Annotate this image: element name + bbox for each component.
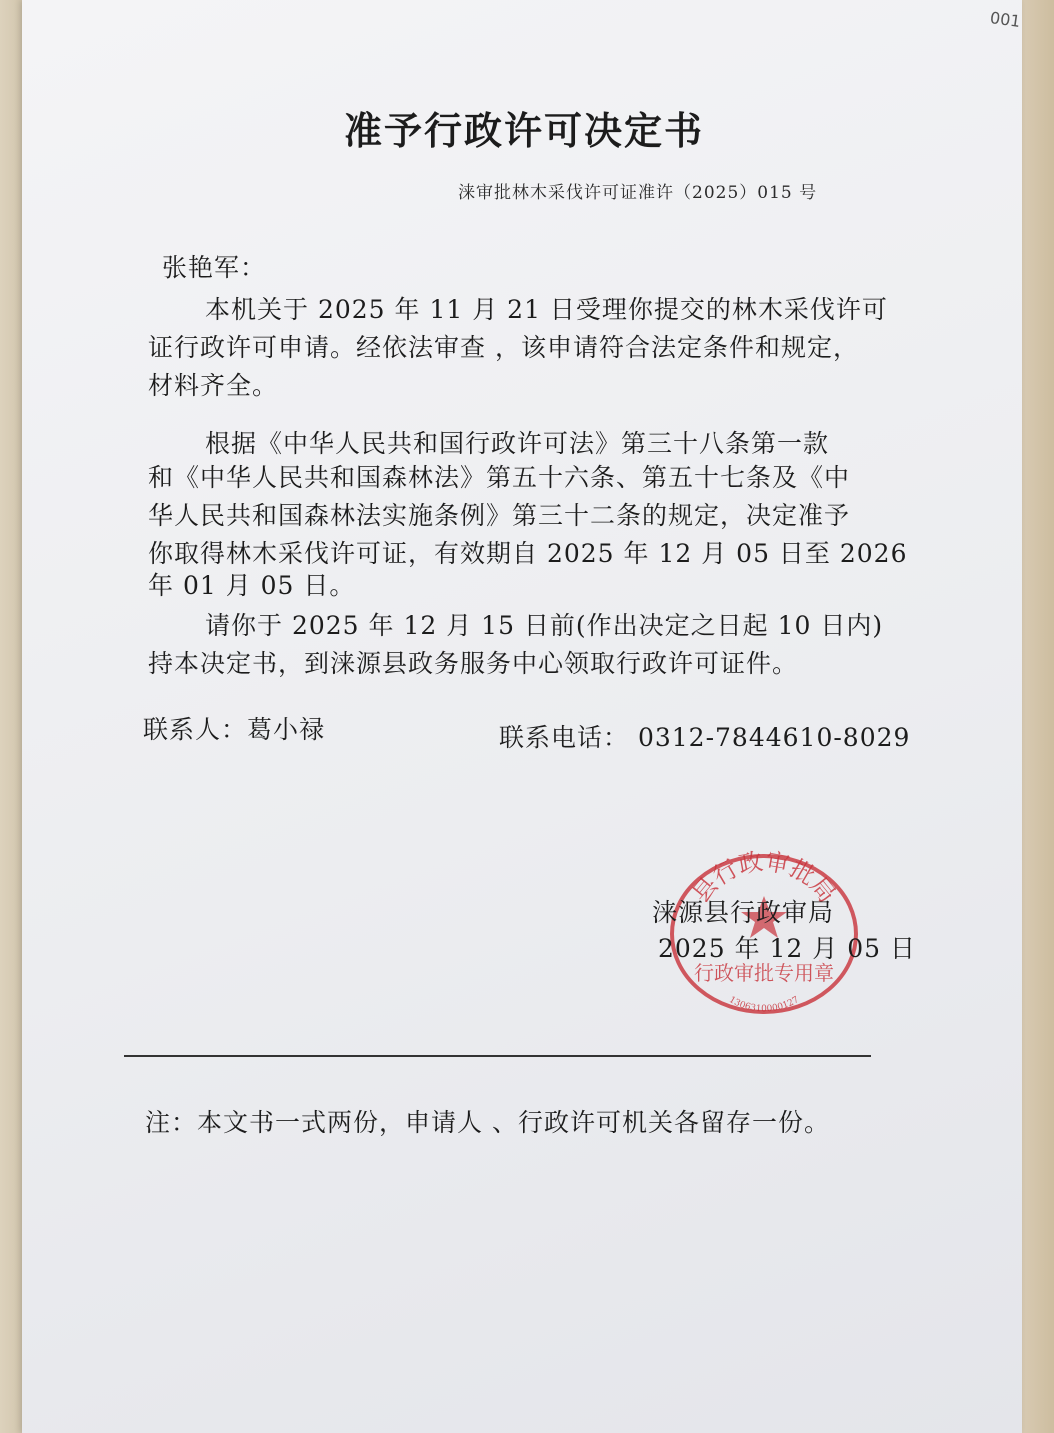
paragraph3-line: 请你于 2025 年 12 月 15 日前(作出决定之日起 10 日内) <box>205 611 884 640</box>
stamp-bottom-text: 行政审批专用章 <box>694 961 834 985</box>
salutation: 张艳军： <box>162 253 267 282</box>
paragraph2-line: 和《中华人民共和国森林法》第五十六条、第五十七条及《中 <box>148 463 851 492</box>
document-number: 涞审批林木采伐许可证准许（2025）015 号 <box>458 183 818 203</box>
paragraph2-line: 年 01 月 05 日。 <box>148 571 356 600</box>
svg-text:1306310000127 <box>727 995 801 1014</box>
paragraph2-line: 根据《中华人民共和国行政许可法》第三十八条第一款 <box>205 429 830 458</box>
footer-note: 注：本文书一式两份，申请人 、行政许可机关各留存一份。 <box>145 1108 830 1137</box>
stamp-code: 1306310000127 <box>727 995 801 1015</box>
paragraph1-line: 材料齐全。 <box>148 371 279 400</box>
contact-person: 联系人：葛小禄 <box>143 715 326 744</box>
issuer-name: 涞源县行政审局 <box>652 898 835 927</box>
paragraph2-line: 华人民共和国森林法实施条例》第三十二条的规定，决定准予 <box>148 501 851 530</box>
contact-phone: 联系电话： 0312-7844610-8029 <box>499 723 911 752</box>
page-marker: 001 <box>988 7 1022 32</box>
document-title: 准予行政许可决定书 <box>344 108 705 153</box>
paragraph2-line: 你取得林木采伐许可证，有效期自 2025 年 12 月 05 日至 2026 <box>148 539 908 568</box>
paragraph3-line: 持本决定书，到涞源县政务服务中心领取行政许可证件。 <box>148 649 799 678</box>
divider-line <box>124 1055 871 1057</box>
issue-date: 2025 年 12 月 05 日 <box>658 934 916 963</box>
stamp-top-text: 县行政审批局 <box>686 847 842 908</box>
paragraph1-line: 本机关于 2025 年 11 月 21 日受理你提交的林木采伐许可 <box>205 295 888 324</box>
paragraph1-line: 证行政许可申请。经依法审查 ，该申请符合法定条件和规定， <box>148 333 859 362</box>
